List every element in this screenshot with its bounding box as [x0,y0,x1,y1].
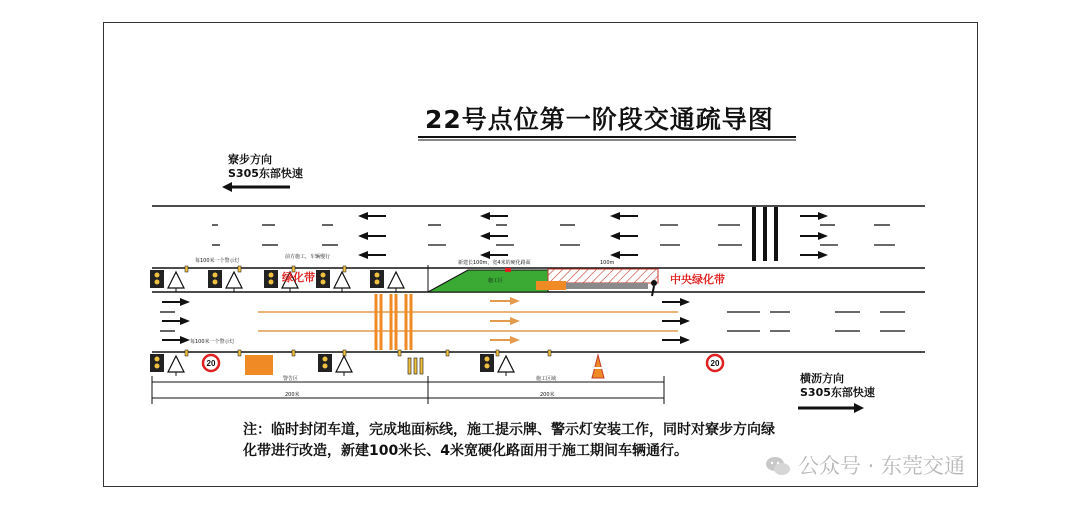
guidance-lines [258,312,678,331]
orange-arrows [490,297,520,344]
warning-lamp-icon [292,350,295,356]
front-construction-label: 前方施工，车辆慢行 [285,254,331,260]
work-zone-label: 施工区域 [536,376,557,382]
direction-left-line1: 寮步方向 [228,153,272,166]
warning-lamp-icon [343,350,346,356]
arrow-left-icon [610,232,638,240]
lane-dashes-top [212,225,895,245]
lane-arrows-westbound [358,212,828,259]
warning-lamp-icon [496,350,499,356]
warning-sign-icon [480,354,514,376]
arrow-right-icon [662,298,690,306]
crosswalk [752,207,778,261]
barrier-stack [408,358,423,374]
watermark-text: 公众号 · 东莞交通 [798,454,966,478]
warning-sign-icon [208,270,242,292]
warning-sign-icon [370,270,404,292]
arrow-left-icon [610,212,638,220]
green-belt-label: 绿化带 [282,271,315,284]
warning-zone-label: 警告区 [283,376,299,382]
dist-right-label: 200米 [540,392,555,398]
arrow-left-icon [358,212,386,220]
warning-lamp-icon [238,266,241,272]
construction-zone-label: 施工区 [488,278,504,284]
arrow-left-icon [480,251,508,259]
new-road-label: 新建长100m，宽4米的硬化路面 [458,260,531,266]
arrow-left-icon [358,251,386,259]
page-title: 22号点位第一阶段交通疏导图 [425,105,774,134]
arrow-left-icon [610,251,638,259]
arrow-left-icon [358,232,386,240]
arrow-left-icon [800,232,828,240]
direction-right-line1: 横沥方向 [800,372,844,385]
speed-limit-text-2: 20 [710,359,720,368]
arrow-right-icon [662,336,690,344]
warning-lamp-icon [343,266,346,272]
warn-lamp-bottom-label: 每100米一个警示灯 [190,339,235,345]
median-label: 中央绿化带 [670,273,725,286]
warning-lamp-icon [398,350,401,356]
construction-hatch-area [548,269,658,283]
direction-right-line2: S305东部快速 [800,386,875,399]
arrow-left-icon [480,232,508,240]
work-zone-red-dot [505,268,511,272]
warning-lamp-icon [185,266,188,272]
arrow-left-icon [480,212,508,220]
arrow-right-icon [162,336,190,344]
arrow-left-icon [800,251,828,259]
arrow-right-icon [162,298,190,306]
warning-sign-icon [318,354,352,376]
warning-sign-icon [150,270,184,292]
orange-cones-columns [376,294,411,350]
dist-left-label: 200米 [285,392,300,398]
arrow-left-icon [800,212,828,220]
direction-left-line2: S305东部快速 [228,167,303,180]
hundred-m-label: 100m [600,260,615,266]
warning-lamp-icon [238,350,241,356]
arrow-right-icon [162,317,190,325]
speed-limit-text-1: 20 [206,359,216,368]
warning-lamp-icon [548,350,551,356]
warning-lamp-icon [185,350,188,356]
construction-notice-board [245,355,273,375]
lane-dashes-bottom [160,312,905,331]
wechat-icon [765,455,791,477]
warning-lamp-icon [446,350,449,356]
warning-sign-icon [316,270,350,292]
worker-icon [651,280,657,296]
lane-arrows-eastbound [162,298,690,344]
dimension-lines [152,376,664,404]
arrow-right-icon [662,317,690,325]
warning-sign-icon [150,354,184,376]
warning-orange-block [536,281,566,290]
warn-lamp-top-label: 每100米一个警示灯 [195,258,240,264]
note-text: 注：临时封闭车道，完成地面标线，施工提示牌、警示灯安装工作，同时对寮步方向绿化带进行改造，新建100米长、4米宽硬化路面用于施工期间车辆通行。 [243,422,775,459]
traffic-cone-icon [592,355,604,378]
